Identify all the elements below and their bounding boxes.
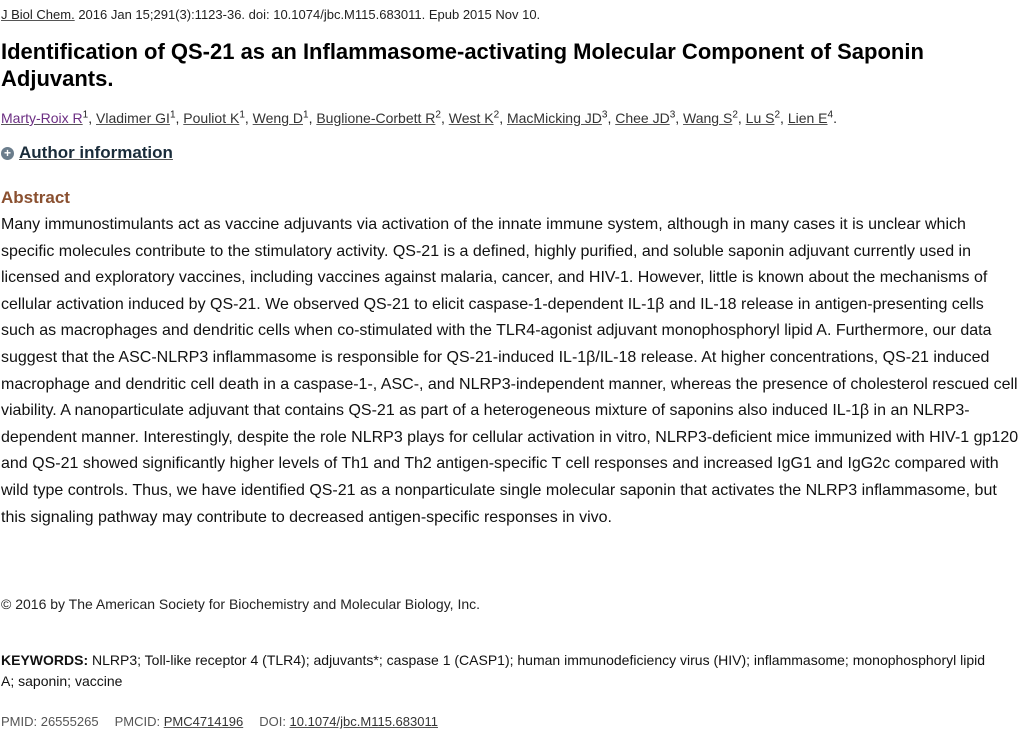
author-affiliation-number: 4 <box>827 109 834 121</box>
author-affiliation-number: 1 <box>303 109 309 121</box>
author-link[interactable]: Chee JD <box>615 110 670 126</box>
keywords-text: NLRP3; Toll-like receptor 4 (TLR4); adjuvants*; caspase 1 (CASP1); human immunodeficiency virus (HIV); inflammasome; monophosphoryl lipid A; saponin; vaccine <box>1 652 986 689</box>
author-link[interactable]: Wang S <box>683 110 733 126</box>
author-link[interactable]: Vladimer GI <box>96 110 170 126</box>
abstract-heading: Abstract <box>1 188 70 207</box>
author-link[interactable]: Weng D <box>252 110 303 126</box>
author-link[interactable]: MacMicking JD <box>506 110 602 126</box>
author-affiliation-number: 1 <box>239 109 245 121</box>
author-link[interactable]: Lien E <box>787 110 828 126</box>
author-information-toggle[interactable] <box>1 143 173 163</box>
keywords <box>1 650 1001 692</box>
author-link[interactable]: Buglione-Corbett R <box>316 110 436 126</box>
article-identifiers <box>1 714 438 729</box>
doi-label: DOI: <box>259 714 290 729</box>
pmcid-link[interactable]: PMC4714196 <box>163 714 244 729</box>
author-affiliation-number: 3 <box>601 109 608 121</box>
keywords-label: KEYWORDS: <box>1 652 89 668</box>
author-list: Marty-Roix $R^1$, Vladimer $GI^1$, Pouliot $K^1$, Weng $D^1$, Buglione-Corbett $R^2$, West $K^2$, MacMicking $JD^3$, Chee $JD^3$, Wang $S^2$, Lu $S^2$, Lien $E^4$. <box>1 109 837 126</box>
expand-plus-icon[interactable]: + <box>1 147 14 160</box>
pmid: PMID: 26555265 <box>1 714 99 729</box>
author-link[interactable]: Pouliot K <box>183 110 240 126</box>
journal-link[interactable]: J Biol Chem. <box>1 7 75 22</box>
author-affiliation-number: 2 <box>732 109 738 121</box>
author-information-link[interactable]: Author information <box>19 143 173 162</box>
author-affiliation-number: 2 <box>774 109 781 121</box>
author-affiliation-number: 3 <box>669 109 676 121</box>
citation-line <box>1 7 540 22</box>
author-link[interactable]: Marty-Roix R <box>1 110 83 126</box>
abstract-text: Many immunostimulants act as vaccine adjuvants via activation of the innate immune system, although in many cases it is unclear which specific molecules contribute to the stimulatory activity. QS-21 is a defined, highly purified, and soluble saponin adjuvant currently used in licensed and exploratory vaccines, including vaccines against malaria, cancer, and HIV-1. However, little is known about the mechanisms of cellular activation induced by QS-21. We observed QS-21 to elicit caspase-1-dependent IL-1β and IL-18 release in antigen-presenting cells such as macrophages and dendritic cells when co-stimulated with the TLR4-agonist adjuvant monophosphoryl lipid A. Furthermore, our data suggest that the ASC-NLRP3 inflammasome is responsible for QS-21-induced IL-1β/IL-18 release. At higher concentrations, QS-21 induced macrophage and dendritic cell death in a caspase-1-, ASC-, and NLRP3-independent manner, whereas the presence of cholesterol rescued cell viability. A nanoparticulate adjuvant that contains QS-21 as part of a heterogeneous mixture of saponins also induced IL-1β in an NLRP3-dependent manner. Interestingly, despite the role NLRP3 plays for cellular activation in vitro, NLRP3-deficient mice immunized with HIV-1 gp120 and QS-21 showed significantly higher levels of Th1 and Th2 antigen-specific T cell responses and increased IgG1 and IgG2c compared with wild type controls. Thus, we have identified QS-21 as a nonparticulate single molecular saponin that activates the NLRP3 inflammasome, but this signaling pathway may contribute to decreased antigen-specific responses in vivo. <box>1 216 1019 526</box>
doi-link[interactable]: 10.1074/jbc.M115.683011 <box>289 714 438 729</box>
author-affiliation-number: 2 <box>435 109 441 121</box>
article-title: Identification of QS-21 as an Inflammasome-activating Molecular Component of Saponin Adjuvants. <box>1 39 924 91</box>
author-link[interactable]: West K <box>448 110 494 126</box>
citation-details: 2016 Jan 15;291(3):1123-36. doi: 10.1074/jbc.M115.683011. Epub 2015 Nov 10. <box>74 7 541 22</box>
author-link[interactable]: Lu S <box>745 110 775 126</box>
pmcid-label: PMCID: <box>114 714 164 729</box>
author-affiliation-number: 2 <box>493 109 500 121</box>
author-affiliation-number: 1 <box>82 109 89 121</box>
author-affiliation-number: 1 <box>169 109 176 121</box>
copyright-notice: © 2016 by The American Society for Biochemistry and Molecular Biology, Inc. <box>1 596 481 612</box>
